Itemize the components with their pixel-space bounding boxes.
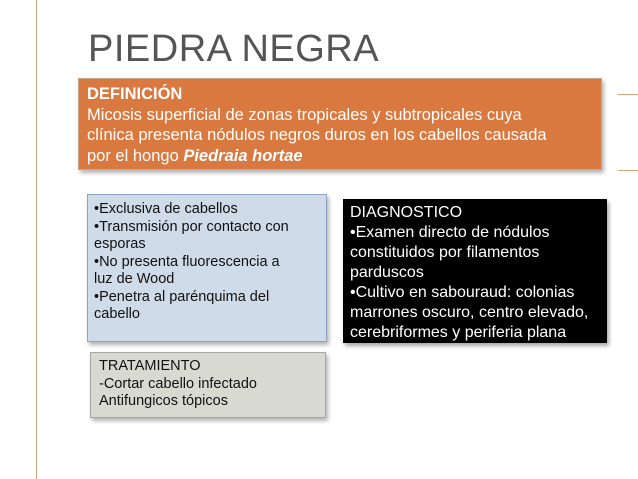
definition-organism: Piedraia hortae (183, 146, 303, 165)
tratamiento-box (90, 352, 326, 418)
right-accent-line-top (618, 94, 638, 95)
feature-item: •No presenta fluorescencia a luz de Wood (94, 253, 280, 287)
feature-item: •Transmisión por contacto con esporas (94, 218, 289, 252)
slide-title: PIEDRA NEGRA (88, 28, 380, 70)
right-accent-line-bottom (618, 170, 638, 171)
left-accent-line (36, 0, 37, 479)
diagnostico-box (343, 199, 607, 343)
diagnostico-heading: DIAGNOSTICO (350, 204, 463, 221)
definition-body: Micosis superficial de zonas tropicales y subtropicales cuya clínica presenta nódulos negros duros en los cabellos causada por el hongo (87, 105, 547, 165)
definition-text (87, 105, 593, 167)
tratamiento-heading: TRATAMIENTO (99, 358, 201, 374)
tratamiento-line: -Cortar cabello infectado (99, 375, 257, 392)
feature-item: •Exclusiva de cabellos (94, 201, 238, 217)
feature-item: •Penetra al parénquima del cabello (94, 288, 270, 322)
tratamiento-line: Antifungicos tópicos (99, 393, 228, 409)
definition-heading: DEFINICIÓN (87, 85, 183, 103)
definition-box (78, 78, 602, 170)
diagnostico-item: •Cultivo en sabouraud: colonias marrones oscuro, centro elevado, cerebriformes y periferia plana (350, 284, 589, 341)
features-box (87, 194, 327, 342)
diagnostico-item: •Examen directo de nódulos constituidos por filamentos parduscos (350, 224, 550, 281)
